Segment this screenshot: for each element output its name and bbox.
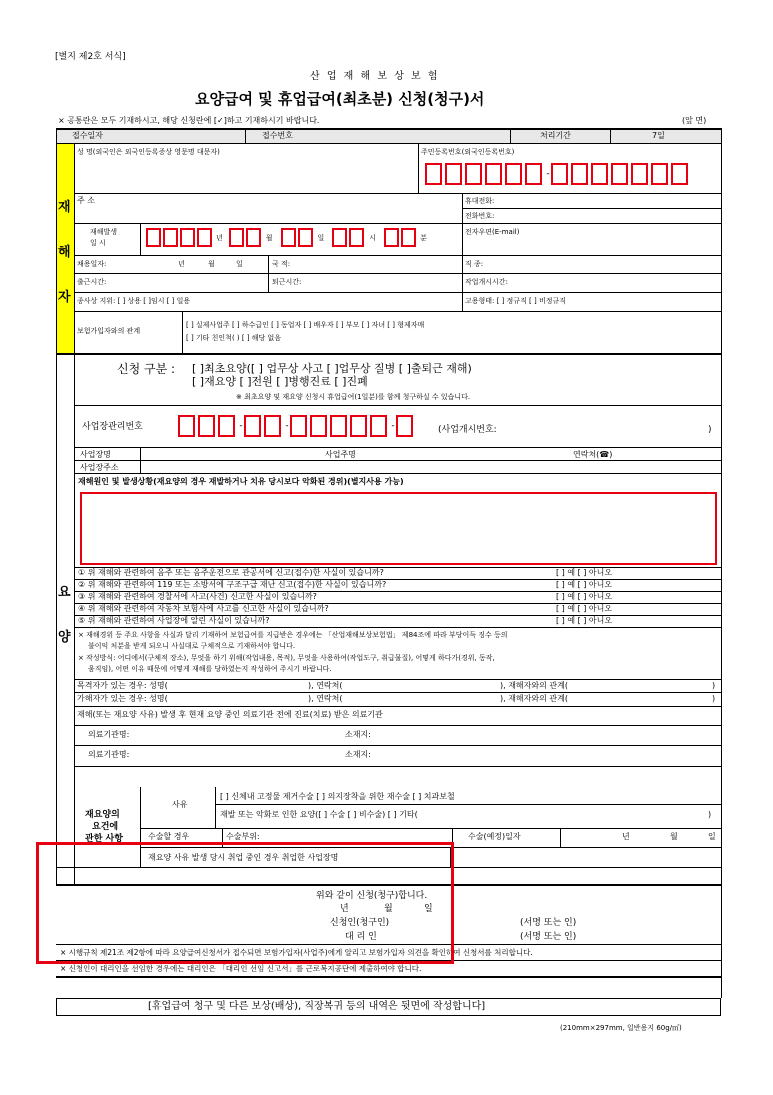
care-side-label-1: 요 — [58, 585, 71, 600]
business-number-label: 사업장관리번호 — [82, 422, 143, 432]
biz-digit[interactable] — [310, 415, 327, 437]
footer-note-2: × 신청인이 대리인을 선임한 경우에는 대리인은 「대리인 선임 신고서」를 근로복지공단에 제출하여야 합니다. — [60, 964, 422, 973]
question-1: ① 위 재해와 관련하여 음주 또는 음주운전으로 관공서에 신고(접수)한 사실이 있습니까? — [78, 568, 384, 577]
owner-name-label: 사업주명 — [325, 450, 356, 459]
day-digit[interactable] — [281, 228, 296, 247]
biz-digit[interactable] — [178, 415, 195, 437]
request-statement: 위와 같이 신청(청구)합니다. — [316, 891, 428, 901]
rrn-digit[interactable] — [505, 163, 522, 185]
question-3-answer[interactable]: [ ] 예 [ ] 아니오 — [556, 592, 613, 601]
agent-label: 대 리 인 — [345, 932, 377, 942]
perpetrator-contact: ), 연락처( — [308, 694, 343, 703]
hour-digit[interactable] — [332, 228, 347, 247]
biz-digit[interactable] — [264, 415, 281, 437]
sign-month-unit: 월 — [384, 904, 393, 914]
sign-day-unit: 일 — [424, 904, 433, 914]
rrn-digit[interactable] — [651, 163, 668, 185]
applicant-sign-hint[interactable]: (서명 또는 인) — [520, 918, 577, 928]
hour-digit[interactable] — [349, 228, 364, 247]
biz-digit[interactable] — [396, 415, 413, 437]
question-4: ④ 위 재해와 관련하여 자동차 보험사에 사고를 신고한 사실이 있습니까? — [78, 604, 329, 613]
insurer-relation-label: 보험가입자와의 관계 — [77, 327, 141, 335]
witness-close: ) — [712, 681, 716, 690]
minute-digit[interactable] — [384, 228, 399, 247]
accident-cause-textarea[interactable] — [80, 492, 717, 565]
surgery-date-label: 수술(예정)일자 — [468, 832, 521, 841]
month-unit: 월 — [265, 233, 273, 242]
biz-digit[interactable] — [244, 415, 261, 437]
receipt-date-label: 접수일자 — [72, 131, 103, 140]
address-label: 주 소 — [77, 196, 95, 205]
mobile-label: 휴대전화: — [465, 197, 495, 205]
business-contact-label: 연락처(☎) — [573, 450, 613, 459]
application-type-label: 신청 구분 : — [117, 362, 176, 376]
paper-size-note: (210mm×297mm, 일반용지 60g/㎡) — [560, 1024, 682, 1032]
form-title: 요양급여 및 휴업급여(최초분) 신청(청구)서 — [195, 90, 485, 108]
month-digit[interactable] — [246, 228, 261, 247]
minute-unit: 분 — [420, 233, 427, 242]
rrn-digit[interactable] — [591, 163, 608, 185]
prior-care-label: 재해(또는 재요양 사유) 발생 후 현재 요양 중인 의료기관 전에 진료(치료) 받은 의료기관 — [77, 710, 383, 719]
year-digit[interactable] — [197, 228, 212, 247]
victim-side-label-3: 자 — [58, 290, 71, 305]
witness-contact: ), 연락처( — [308, 681, 343, 690]
year-digit[interactable] — [163, 228, 178, 247]
sign-year-unit: 년 — [340, 904, 349, 914]
biz-digit[interactable] — [330, 415, 347, 437]
victim-side-label-1: 재 — [58, 200, 71, 215]
rrn-digit[interactable] — [551, 163, 568, 185]
business-start-label: (사업개시번호: — [438, 425, 497, 435]
recare-reason-close: ) — [708, 810, 712, 819]
rrn-digit[interactable] — [445, 163, 462, 185]
hire-year-unit: 년 — [178, 260, 185, 268]
perpetrator-label: 가해자가 있는 경우: 성명( — [77, 694, 168, 703]
recare-reason-row-2[interactable]: 재발 또는 악화로 인한 요양([ ] 수술 [ ] 비수술) [ ] 기타( — [220, 810, 418, 819]
accident-datetime-label-1: 재해발생 — [90, 228, 118, 236]
rrn-digit[interactable] — [485, 163, 502, 185]
day-unit: 일 — [317, 233, 325, 242]
rrn-digit[interactable] — [525, 163, 542, 185]
processing-period-label: 처리기간 — [540, 131, 571, 140]
perpetrator-relation: ), 재해자와의 관계( — [500, 694, 568, 703]
hour-unit: 시 — [369, 233, 377, 242]
question-5: ⑤ 위 재해와 관련하여 사업장에 알린 사실이 있습니까? — [78, 616, 270, 625]
insurer-relation-options-2[interactable]: [ ] 기타 친인척( ) [ ] 해당 없음 — [186, 334, 282, 342]
recare-requirement-label-1: 재요양의 — [85, 810, 120, 820]
application-type-row-2[interactable]: [ ]재요양 [ ]전원 [ ]병행진료 [ ]진폐 — [192, 375, 368, 388]
surgery-site-label: 수술부위: — [226, 832, 260, 841]
clock-out-label: 퇴근시간: — [272, 278, 302, 286]
employment-status-options[interactable]: 종사상 지위: [ ] 상용 [ ]임시 [ ] 일용 — [77, 297, 191, 305]
phone-label: 전화번호: — [465, 212, 495, 220]
year-digit[interactable] — [146, 228, 161, 247]
perpetrator-close: ) — [712, 694, 716, 703]
accident-datetime-label-2: 일 시 — [90, 239, 106, 247]
business-name-label: 사업장명 — [80, 450, 111, 459]
question-4-answer[interactable]: [ ] 예 [ ] 아니오 — [556, 604, 613, 613]
rrn-digit[interactable] — [571, 163, 588, 185]
surgery-case-label: 수술할 경우 — [148, 832, 190, 841]
question-5-answer[interactable]: [ ] 예 [ ] 아니오 — [556, 616, 613, 625]
email-label: 전자우편(E-mail) — [465, 228, 520, 236]
business-number-boxes: - - - — [178, 415, 416, 437]
minute-digit[interactable] — [401, 228, 416, 247]
accident-cause-label: 재해원인 및 발생상황(재요양의 경우 재발하거나 치유 당시보다 악화된 경위)(별지사용 가능) — [78, 477, 404, 486]
insurer-relation-options-1[interactable]: [ ] 실제사업주 [ ] 하수급인 [ ] 동업자 [ ] 배우자 [ ] 부모 [ ] 자녀 [ ] 형제자매 — [186, 321, 425, 329]
recare-reason-label: 사유 — [172, 800, 188, 809]
highlight-annotation-box — [36, 842, 454, 964]
day-digit[interactable] — [298, 228, 313, 247]
false-claim-note-1: × 재해경위 등 주요 사항을 사실과 달리 기재하여 보험급여를 지급받은 경우에는 「산업재해보상보험법」 제84조에 따라 부당이득 징수 등의 — [78, 631, 508, 639]
question-1-answer[interactable]: [ ] 예 [ ] 아니오 — [556, 568, 613, 577]
victim-side-label-2: 해 — [58, 245, 71, 260]
rrn-label: 주민등록번호(외국인등록번호) — [421, 148, 515, 156]
surgery-day-unit: 일 — [708, 832, 716, 841]
name-label: 성 명(외국인은 외국인등록증상 영문명 대문자) — [77, 148, 220, 156]
application-type-note: ※ 최초요양 및 재요양 신청시 휴업급여(1일분)를 함께 청구하실 수 있습니다. — [236, 393, 471, 401]
processing-period-value: 7일 — [652, 131, 665, 140]
hospital-name-2-label: 의료기관명: — [88, 750, 130, 759]
business-address-label: 사업장주소 — [80, 463, 119, 472]
clock-in-label: 출근시간: — [77, 278, 107, 286]
recare-reason-row-1[interactable]: [ ] 신체내 고정물 제거수술 [ ] 의지장착을 위한 재수술 [ ] 치과보철 — [220, 792, 455, 801]
work-start-label: 작업개시시간: — [465, 278, 508, 286]
agent-sign-hint[interactable]: (서명 또는 인) — [520, 932, 577, 942]
recare-requirement-label-3: 관한 사항 — [85, 834, 123, 844]
hire-day-unit: 일 — [236, 260, 243, 268]
biz-digit[interactable] — [198, 415, 215, 437]
rrn-digit[interactable] — [631, 163, 648, 185]
instruction-text: × 공통란은 모두 기재하시고, 해당 신청란에 [✓]하고 기재하시기 바랍니다. — [58, 116, 320, 125]
year-digit[interactable] — [180, 228, 195, 247]
surgery-year-unit: 년 — [622, 832, 630, 841]
accident-datetime-boxes — [146, 228, 427, 247]
rrn-digit[interactable] — [671, 163, 688, 185]
biz-digit[interactable] — [290, 415, 307, 437]
writing-guide-note-2: 움직임), 어떤 이유 때문에 어떻게 재해를 당하였는지 작성하여 주시기 바랍니다. — [88, 665, 332, 673]
recare-employment-label: 재요양 사유 발생 당시 취업 중인 경우 취업한 사업장명 — [148, 853, 339, 862]
form-subtitle: 산 업 재 해 보 상 보 험 — [310, 71, 440, 82]
business-start-close: ) — [708, 425, 712, 435]
hospital-name-1-label: 의료기관명: — [88, 730, 130, 739]
hospital-location-1-label: 소재지: — [345, 730, 371, 739]
rrn-digit[interactable] — [611, 163, 628, 185]
surgery-month-unit: 월 — [670, 832, 678, 841]
question-2: ② 위 재해와 관련하여 119 또는 소방서에 구조구급 재난 신고(접수)한 사실이 있습니까? — [78, 580, 387, 589]
month-digit[interactable] — [229, 228, 244, 247]
application-type-row-1[interactable]: [ ]최초요양([ ] 업무상 사고 [ ]업무상 질병 [ ]출퇴근 재해) — [192, 362, 472, 375]
question-3: ③ 위 재해와 관련하여 경찰서에 사고(사건) 신고한 사실이 있습니까? — [78, 592, 317, 601]
employment-type-options[interactable]: 고용형태: [ ] 정규직 [ ] 비정규직 — [465, 297, 567, 305]
rrn-boxes: - — [425, 163, 691, 185]
witness-relation: ), 재해자와의 관계( — [500, 681, 568, 690]
rrn-digit[interactable] — [425, 163, 442, 185]
nationality-label: 국 적: — [272, 260, 291, 268]
false-claim-note-2: 불이익 처분을 받게 되오니 사실대로 구체적으로 기재하셔야 합니다. — [88, 642, 296, 650]
biz-digit[interactable] — [350, 415, 367, 437]
recare-requirement-label-2: 요건에 — [92, 822, 119, 832]
hire-date-label: 채용일자: — [77, 260, 107, 268]
hire-month-unit: 월 — [208, 260, 215, 268]
question-2-answer[interactable]: [ ] 예 [ ] 아니오 — [556, 580, 613, 589]
hospital-location-2-label: 소재지: — [345, 750, 371, 759]
writing-guide-note-1: × 작성방식: 어디에서(구체적 장소), 무엇을 하기 위해(작업내용, 목적), 무엇을 사용하여(작업도구, 취급물질), 어떻게 하다가(경위, 동작, — [78, 654, 495, 662]
footer-note-1: × 시행규칙 제21조 제2항에 따라 요양급여신청서가 접수되면 보험가입자(사업주)에게 알리고 보험가입자 의견을 확인하여 신청서를 처리합니다. — [60, 948, 533, 957]
biz-digit[interactable] — [370, 415, 387, 437]
rrn-digit[interactable] — [465, 163, 482, 185]
job-type-label: 직 종: — [465, 260, 484, 268]
receipt-number-label: 접수번호 — [262, 131, 293, 140]
form-number: [별지 제2호 서식] — [55, 52, 126, 62]
back-side-note: [휴업급여 청구 및 다른 보상(배상), 직장복귀 등의 내역은 뒷면에 작성합니다] — [148, 1001, 486, 1012]
care-side-label-2: 양 — [58, 630, 71, 645]
biz-digit[interactable] — [218, 415, 235, 437]
applicant-label: 신청인(청구인) — [330, 918, 390, 928]
witness-label: 목격자가 있는 경우: 성명( — [77, 681, 168, 690]
year-unit: 년 — [216, 233, 223, 242]
page-side-label: (앞 면) — [682, 116, 707, 125]
